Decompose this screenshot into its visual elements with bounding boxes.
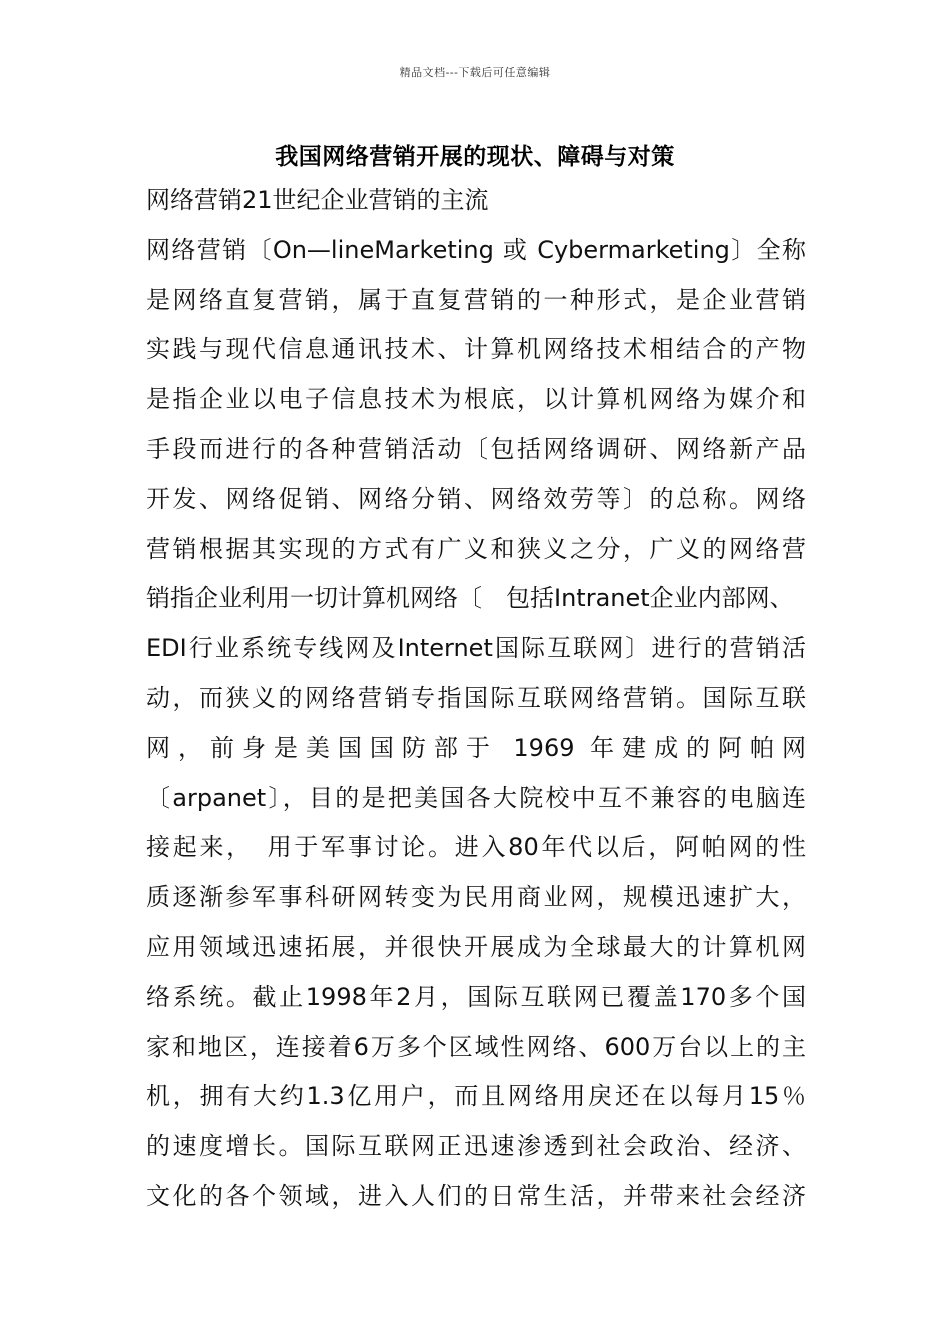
paragraph-line: 动，而狭义的网络营销专指国际互联网络营销。国际互联	[146, 683, 806, 712]
paragraph-line: 络系统。截止1998年2月，国际互联网已覆盖170多个国	[146, 982, 806, 1011]
paragraph-line: 应用领域迅速拓展，并很快开展成为全球最大的计算机网	[146, 932, 806, 961]
paragraph-line: 是指企业以电子信息技术为根底，以计算机网络为媒介和	[146, 385, 806, 414]
document-title: 我国网络营销开展的现状、障碍与对策	[275, 143, 675, 170]
paragraph-line: 家和地区，连接着6万多个区域性网络、600万台以上的主	[146, 1032, 806, 1061]
document-body	[146, 176, 806, 1222]
subtitle-line: 网络营销21世纪企业营销的主流	[146, 186, 489, 214]
paragraph-line: 实践与现代信息通讯技术、计算机网络技术相结合的产物	[146, 335, 806, 364]
paragraph-line: 销指企业利用一切计算机网络〔 包括Intranet企业内部网、	[146, 584, 794, 613]
paragraph-line: 文化的各个领域，进入人们的日常生活，并带来社会经济	[146, 1181, 806, 1210]
paragraph-line: 开发、网络促销、网络分销、网络效劳等〕的总称。网络	[146, 484, 806, 513]
page-header: 精品文档---下载后可任意编辑	[399, 66, 551, 79]
paragraph-line: 质逐渐参军事科研网转变为民用商业网，规模迅速扩大，	[146, 883, 806, 912]
paragraph-line: 网，前身是美国国防部于 1969 年建成的阿帕网	[146, 733, 806, 762]
paragraph-line: 营销根据其实现的方式有广义和狭义之分，广义的网络营	[146, 534, 806, 563]
paragraph-line: 接起来， 用于军事讨论。进入80年代以后，阿帕网的性	[146, 833, 806, 862]
paragraph-line: 的速度增长。国际互联网正迅速渗透到社会政治、经济、	[146, 1132, 806, 1161]
paragraph-line: 手段而进行的各种营销活动〔包括网络调研、网络新产品	[146, 434, 806, 463]
paragraph-line: EDI行业系统专线网及Internet国际互联网〕进行的营销活	[146, 634, 806, 663]
paragraph-line: 是网络直复营销，属于直复营销的一种形式，是企业营销	[146, 285, 806, 314]
paragraph-line: 机，拥有大约1.3亿用户，而且网络用戾还在以每月15％	[146, 1082, 806, 1111]
paragraph-line: 网络营销〔On—lineMarketing 或 Cybermarketing〕全称	[146, 235, 806, 264]
paragraph-line: 〔arpanet〕，目的是把美国各大院校中互不兼容的电脑连	[146, 783, 806, 812]
